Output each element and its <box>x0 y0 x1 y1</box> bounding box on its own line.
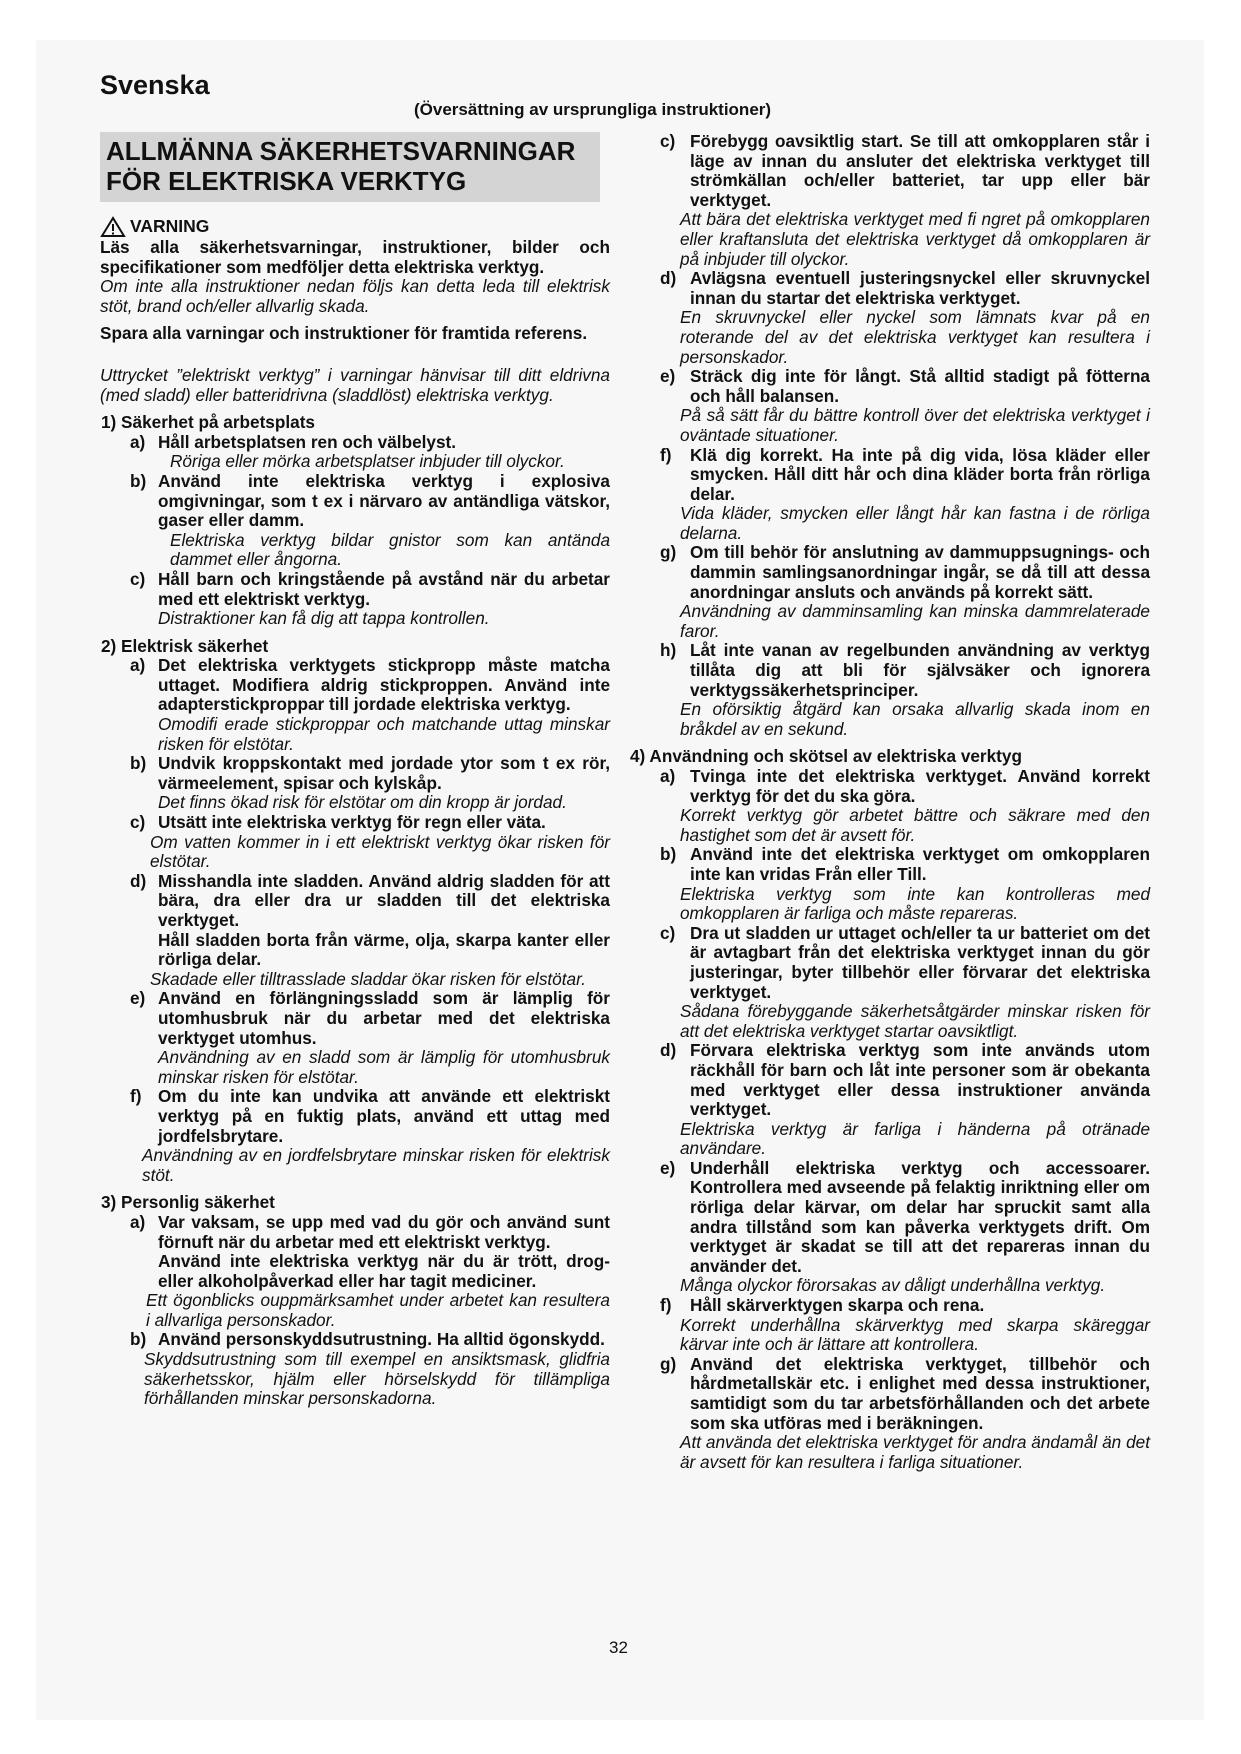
item-note: Elektriska verktyg bildar gnistor som kan antända dammet eller ångorna. <box>170 529 610 570</box>
list-item: f) Om du inte kan undvika att använde ett elektriskt verktyg på en fuktig plats, använd ett uttag med jordfelsbrytare. <box>130 1086 610 1146</box>
list-item: d) Förvara elektriska verktyg som inte används utom räckhåll för barn och låt inte personer som är obekanta med verktyget eller dessa instruktioner använda verktyget. <box>660 1040 1150 1120</box>
item-note: Elektriska verktyg är farliga i händerna på otränade användare. <box>680 1118 1150 1159</box>
section-2-title: 2) Elektrisk säkerhet <box>101 635 269 656</box>
item-note: Vida kläder, smycken eller långt hår kan fastna i de rörliga delarna. <box>680 503 1150 543</box>
list-item: f) Håll skärverktygen skarpa och rena. <box>660 1295 985 1316</box>
item-note: Användning av en sladd som är lämplig för utomhusbruk minskar risken för elstötar. <box>158 1047 610 1087</box>
item-note: Sådana förebyggande säkerhetsåtgärder minskar risken för att det elektriska verktyget startar oavsiktligt. <box>680 1001 1150 1041</box>
page-number: 32 <box>609 1638 628 1657</box>
list-item: e) Sträck dig inte för långt. Stå alltid stadigt på fötterna och håll balansen. <box>660 366 1150 406</box>
item-note: En skruvnyckel eller nyckel som lämnats kvar på en roterande del av det elektriska verktyget kan resultera i personskador. <box>680 307 1150 367</box>
list-item: a) Det elektriska verktygets stickpropp måste matcha uttaget. Modifiera aldrig stickproppen. Använd inte adapterstickproppar till jordade elektriska verktyg. <box>130 655 610 715</box>
translation-subtitle: (Översättning av ursprungliga instruktioner) <box>414 100 772 119</box>
intro-bold: Läs alla säkerhetsvarningar, instruktioner, bilder och specifikationer som medföljer detta elektriska verktyg. <box>100 237 610 277</box>
warning-triangle-icon <box>100 216 126 238</box>
save-instructions: Spara alla varningar och instruktioner för framtida referens. <box>100 323 588 344</box>
section-heading <box>100 132 600 202</box>
item-note: Skadade eller tilltrasslade sladdar ökar risken för elstötar. <box>150 968 586 989</box>
item-note: Användning av damminsamling kan minska dammrelaterade faror. <box>680 601 1150 641</box>
item-note: Att bära det elektriska verktyget med fi ngret på omkopplaren eller kraftansluta det elektriska verktyget då omkopplaren är på inbjuder till olyckor. <box>680 209 1150 269</box>
item-note: Distraktioner kan få dig att tappa kontrollen. <box>158 608 490 629</box>
item-note: På så sätt får du bättre kontroll över det elektriska verktyget i oväntade situationer. <box>680 405 1150 445</box>
list-item: h) Låt inte vanan av regelbunden användning av verktyg tillåta dig att bli för självsäker och ignorera verktygssäkerhetsprinciper. <box>660 640 1150 700</box>
list-item: a) Var vaksam, se upp med vad du gör och använd sunt förnuft när du arbetar med ett elektriskt verktyg. Använd inte elektriska verktyg när du är trött, drog- eller alkoholpåverkad eller har tagit mediciner. <box>130 1211 610 1291</box>
list-item: f) Klä dig korrekt. Ha inte på dig vida, lösa kläder eller smycken. Håll ditt hår och dina kläder borta från rörliga delar. <box>660 444 1150 504</box>
list-item: b) Använd personskyddsutrustning. Ha alltid ögonskydd. <box>130 1329 605 1350</box>
warning-label: VARNING <box>130 216 210 237</box>
item-note: Skyddsutrustning som till exempel en ansiktsmask, glidfria säkerhetsskor, hjälm eller hörselskydd för tillämpliga förhållanden minskar personskadorna. <box>144 1349 610 1409</box>
list-item: a) Håll arbetsplatsen ren och välbelyst. <box>130 431 457 452</box>
list-item: e) Använd en förlängningssladd som är lämplig för utomhusbruk när du arbetar med det elektriska verktyget utomhus. <box>130 988 610 1048</box>
list-item: e) Underhåll elektriska verktyg och accessoarer. Kontrollera med avseende på felaktig inriktning eller om rörliga delar kärvar, om delar har spruckit samt alla andra tillstånd som kan påverka verktygets drift. Om verktyget är skadat se till att det repareras innan du använder det. <box>660 1157 1150 1276</box>
list-item: d) Avlägsna eventuell justeringsnyckel eller skruvnyckel innan du startar det elektriska verktyget. <box>660 268 1150 308</box>
list-item: c) Utsätt inte elektriska verktyg för regn eller väta. <box>130 812 546 833</box>
section-3-title: 3) Personlig säkerhet <box>101 1192 275 1213</box>
item-note: Ett ögonblicks ouppmärksamhet under arbetet kan resultera i allvarliga personskador. <box>146 1290 610 1330</box>
section-1-title: 1) Säkerhet på arbetsplats <box>101 412 315 433</box>
list-item: b) Använd inte elektriska verktyg i explosiva omgivningar, som t ex i närvaro av antändliga vätskor, gaser eller damm. <box>130 470 610 531</box>
list-item: d) Misshandla inte sladden. Använd aldrig sladden för att bära, dra eller dra ur sladden till det elektriska verktyget. Håll sladden borta från värme, olja, skarpa kanter eller rörliga delar. <box>130 870 610 970</box>
intro-italic: Om inte alla instruktioner nedan följs kan detta leda till elektrisk stöt, brand och/eller allvarlig skada. <box>100 276 610 316</box>
item-note: Användning av en jordfelsbrytare minskar risken för elektrisk stöt. <box>142 1145 610 1185</box>
item-note: Elektriska verktyg som inte kan kontrolleras med omkopplaren är farliga och måste repareras. <box>680 883 1150 924</box>
warning-title <box>100 216 610 238</box>
list-item: b) Undvik kroppskontakt med jordade ytor som t ex rör, värmeelement, spisar och kylskåp. <box>130 753 610 793</box>
item-note: Omodifi erade stickproppar och matchande uttag minskar risken för elstötar. <box>158 714 610 754</box>
language-title: Svenska <box>100 70 210 100</box>
item-note: Att använda det elektriska verktyget för andra ändamål än det är avsett för kan resultera i farliga situationer. <box>680 1432 1150 1472</box>
item-note: Om vatten kommer in i ett elektriskt verktyg ökar risken för elstötar. <box>150 831 610 872</box>
list-item: c) Håll barn och kringstående på avstånd när du arbetar med ett elektriskt verktyg. <box>130 568 610 609</box>
list-item: c) Förebygg oavsiktlig start. Se till att omkopplaren står i läge av innan du ansluter det elektriska verktyget till strömkällan och/eller batteriet, tar upp eller bär verktyget. <box>660 131 1150 210</box>
list-item: g) Om till behör för anslutning av dammuppsugnings- och dammin samlingsanordningar ingår, se då till att dessa anordningar ansluts och används på korrekt sätt. <box>660 542 1150 602</box>
item-note: Många olyckor förorsakas av dåligt underhållna verktyg. <box>680 1275 1106 1296</box>
right-column <box>630 131 1150 1472</box>
term-definition: Uttrycket ”elektriskt verktyg” i varningar hänvisar till ditt eldrivna (med sladd) eller batteridrivna (sladdlöst) elektriska verktyg. <box>100 364 610 405</box>
item-note: Korrekt underhållna skärverktyg med skarpa skäreggar kärvar inte och är lättare att kontrollera. <box>680 1314 1150 1355</box>
list-item: a) Tvinga inte det elektriska verktyget. Använd korrekt verktyg för det du ska göra. <box>660 766 1150 806</box>
heading-line-2: FÖR ELEKTRISKA VERKTYG <box>106 166 467 196</box>
item-note: Röriga eller mörka arbetsplatser inbjuder till olyckor. <box>170 451 565 472</box>
left-column <box>100 132 610 1409</box>
list-item: c) Dra ut sladden ur uttaget och/eller ta ur batteriet om det är avtagbart från det elektriska verktyget innan du gör justeringar, byter tillbehör eller förvarar det elektriska verktyget. <box>660 922 1150 1002</box>
item-note: En oförsiktig åtgärd kan orsaka allvarlig skada inom en bråkdel av en sekund. <box>680 699 1150 739</box>
item-note: Korrekt verktyg gör arbetet bättre och säkrare med den hastighet som det är avsett för. <box>680 805 1150 845</box>
section-4-title: 4) Användning och skötsel av elektriska verktyg <box>630 746 1022 767</box>
item-note: Det finns ökad risk för elstötar om din kropp är jordad. <box>158 792 567 813</box>
list-item: g) Använd det elektriska verktyget, tillbehör och hårdmetallskär etc. i enlighet med dessa instruktioner, samtidigt som du tar arbetsförhållanden och det arbete som ska utföras med i beräkningen. <box>660 1353 1150 1433</box>
heading-line-1: ALLMÄNNA SÄKERHETSVARNINGAR <box>106 136 576 166</box>
list-item: b) Använd inte det elektriska verktyget om omkopplaren inte kan vridas Från eller Till. <box>660 844 1150 884</box>
